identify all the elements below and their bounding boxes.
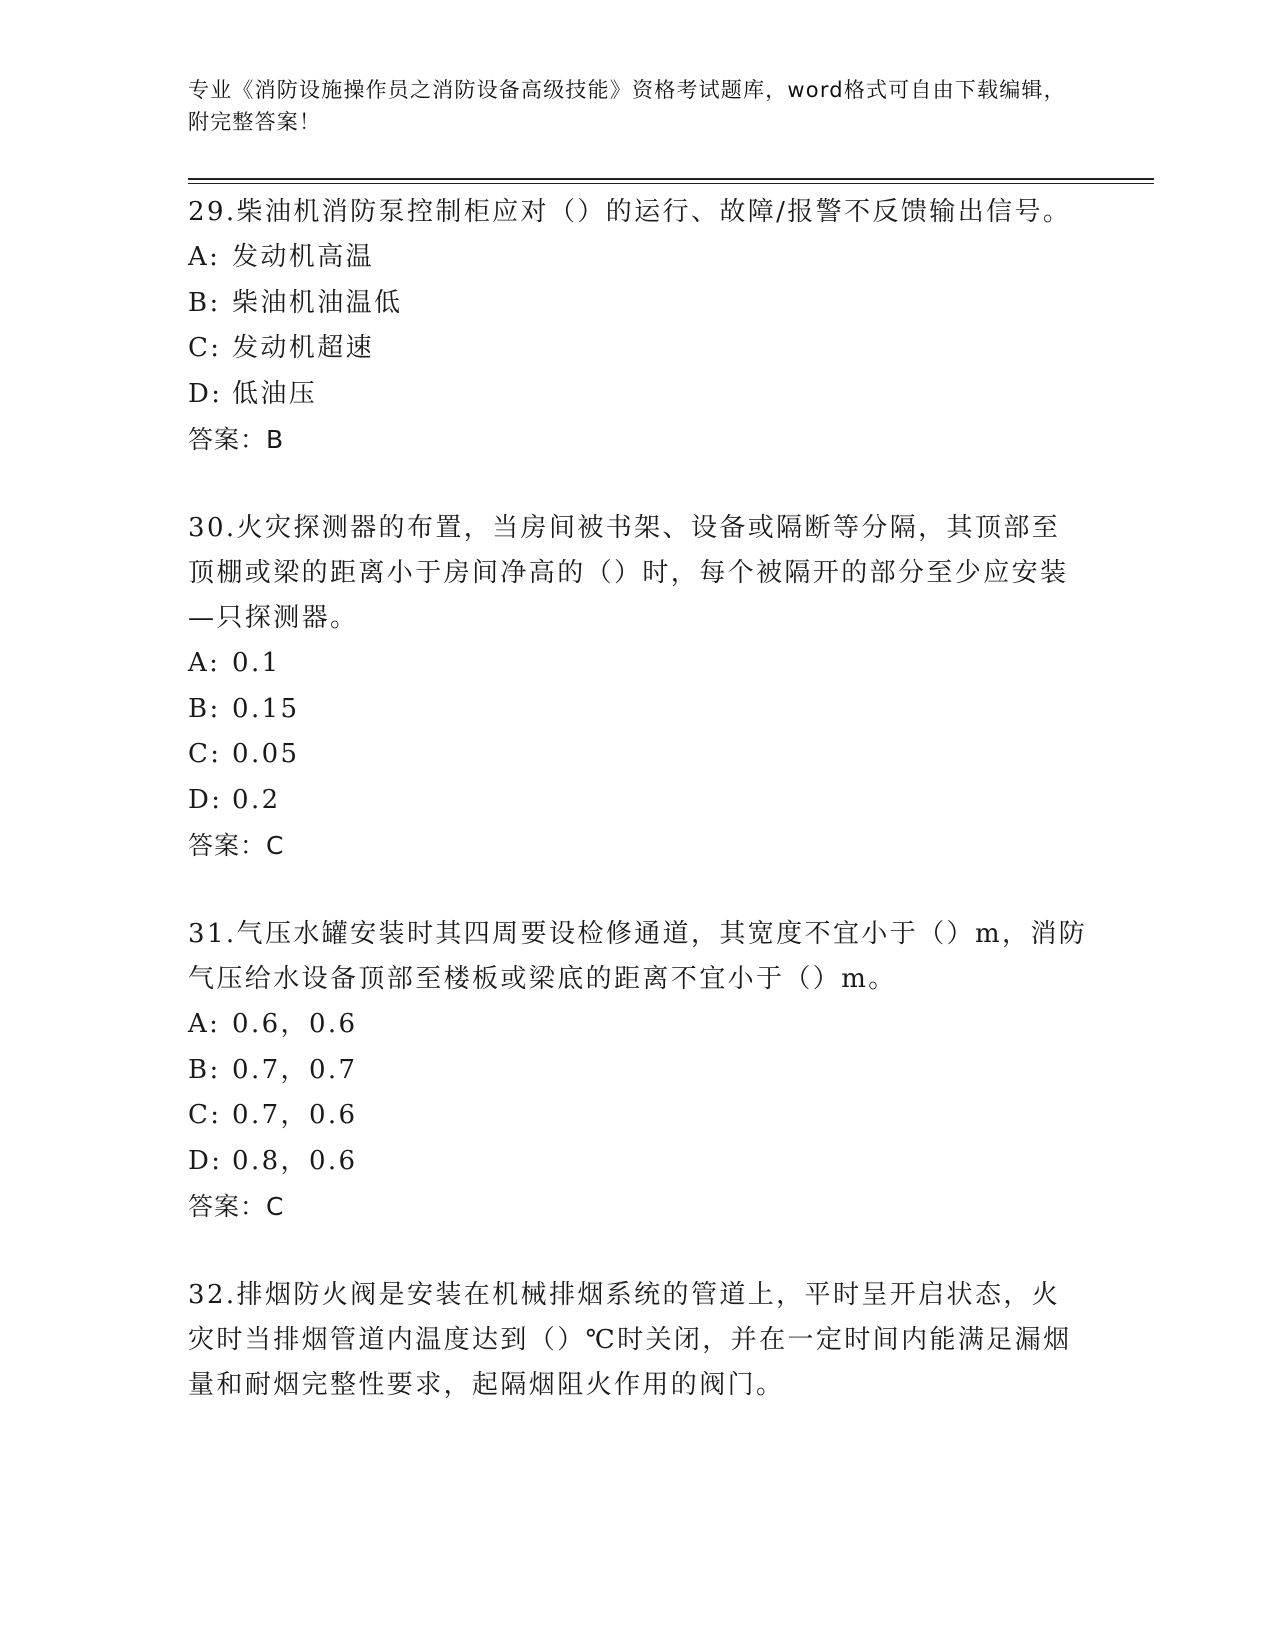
answer-line: 答案：C: [188, 1192, 285, 1221]
option-text: 0.05: [232, 739, 300, 769]
option-text: 0.7，0.6: [232, 1100, 358, 1130]
option-d: [188, 778, 1088, 824]
option-c: [188, 326, 1088, 372]
option-a: [188, 641, 1088, 687]
option-key: B:: [188, 287, 221, 318]
option-text: 柴油机油温低: [232, 287, 403, 318]
answer-line: 答案：C: [188, 831, 285, 860]
option-key: D:: [188, 1145, 223, 1176]
option-key: A:: [188, 1009, 221, 1039]
option-b: [188, 281, 1088, 327]
question-32: [188, 1273, 1088, 1408]
option-d: [188, 372, 1088, 418]
option-text: 低油压: [232, 378, 318, 409]
option-key: D:: [188, 378, 223, 409]
option-b: [188, 687, 1088, 733]
question-30: [188, 506, 1088, 868]
option-c: [188, 732, 1088, 778]
option-text: 0.8，0.6: [232, 1145, 358, 1176]
option-text: 0.1: [232, 648, 281, 678]
question-stem: 31.气压水罐安装时其四周要设检修通道，其宽度不宜小于（）m，消防气压给水设备顶部至楼板或梁底的距离不宜小于（）m。: [188, 919, 1088, 994]
option-d: [188, 1139, 1088, 1185]
option-b: [188, 1048, 1088, 1094]
option-key: D:: [188, 784, 223, 815]
document-header: 专业《消防设施操作员之消防设备高级技能》资格考试题库，word格式可自由下载编辑，附完整答案！: [188, 78, 1066, 134]
question-stem: 29.柴油机消防泵控制柜应对（）的运行、故障/报警不反馈输出信号。: [188, 197, 1072, 227]
answer-line: 答案：B: [188, 425, 285, 454]
question-31: [188, 912, 1088, 1229]
option-key: B:: [188, 1054, 221, 1085]
question-stem: 30.火灾探测器的布置，当房间被书架、设备或隔断等分隔，其顶部至顶棚或梁的距离小于房间净高的（）时，每个被隔开的部分至少应安装—只探测器。: [188, 513, 1069, 633]
option-text: 0.2: [232, 784, 281, 815]
option-a: [188, 1002, 1088, 1048]
question-stem: 32.排烟防火阀是安装在机械排烟系统的管道上，平时呈开启状态，火灾时当排烟管道内温度达到（）℃时关闭，并在一定时间内能满足漏烟量和耐烟完整性要求，起隔烟阻火作用的阀门。: [188, 1280, 1072, 1400]
option-a: [188, 235, 1088, 281]
option-key: C:: [188, 1100, 222, 1130]
option-text: 0.6，0.6: [232, 1009, 358, 1039]
question-29: [188, 190, 1088, 462]
question-list: [188, 190, 1088, 1452]
option-key: A:: [188, 242, 221, 272]
option-text: 0.7，0.7: [232, 1054, 358, 1085]
header-divider-thin: [188, 183, 1154, 184]
option-c: [188, 1093, 1088, 1139]
option-key: A:: [188, 648, 221, 678]
option-text: 发动机高温: [232, 242, 375, 272]
header-divider-thick: [188, 178, 1154, 180]
option-text: 0.15: [232, 693, 300, 724]
option-text: 发动机超速: [232, 333, 375, 363]
option-key: C:: [188, 739, 222, 769]
option-key: C:: [188, 333, 222, 363]
option-key: B:: [188, 693, 221, 724]
